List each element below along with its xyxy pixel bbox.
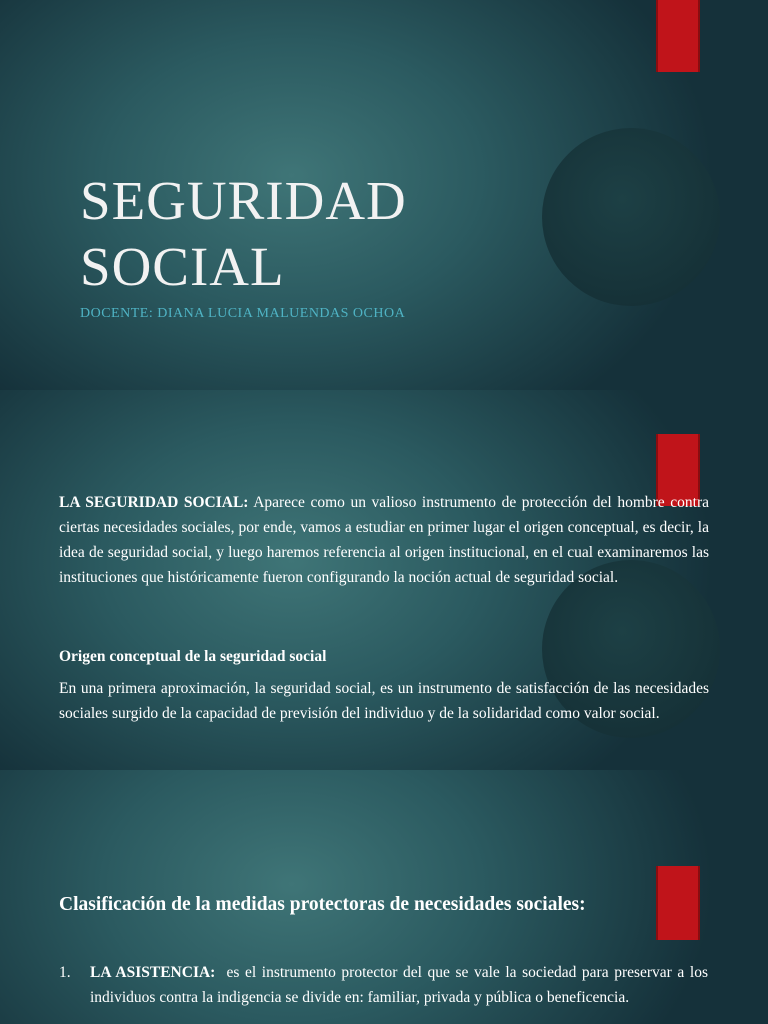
decorative-circle <box>542 128 720 306</box>
red-accent-bar <box>656 0 700 72</box>
slide-title <box>0 0 768 390</box>
conceptual-origin-paragraph: En una primera aproximación, la seguridad social, es un instrumento de satisfacción de las necesidades sociales surgido de la capacidad de previsión del individuo y de la solidaridad como valor social. <box>59 680 709 722</box>
definition-lead: LA SEGURIDAD SOCIAL: <box>59 494 249 511</box>
conceptual-origin-heading: Origen conceptual de la seguridad social <box>59 648 327 665</box>
list-text <box>90 960 712 1010</box>
slide-classification <box>0 770 768 1024</box>
title-line-2: SOCIAL <box>80 236 285 297</box>
definition-body: Aparece como un valioso instrumento de protección del hombre contra ciertas necesidades sociales, por ende, vamos a estudiar en primer lugar el origen conceptual, es decir, la idea de seguridad social, y luego haremos referencia al origen institucional, en el cual examinaremos las instituciones que históricamente fueron configurando la noción actual de seguridad social. <box>59 494 709 586</box>
title-line-1: SEGURIDAD <box>80 170 407 231</box>
definition-paragraph <box>59 490 709 590</box>
slide-title-heading <box>80 168 407 300</box>
classification-heading: Clasificación de la medidas protectoras de necesidades sociales: <box>59 894 586 915</box>
list-item-lead: LA ASISTENCIA: <box>90 964 216 981</box>
teacher-subtitle: DOCENTE: DIANA LUCIA MALUENDAS OCHOA <box>80 306 406 321</box>
list-item-body: es el instrumento protector del que se vale la sociedad para preservar a los individuos contra la indigencia se divide en: familiar, privada y pública o beneficencia. <box>90 964 712 1006</box>
list-number: 1. <box>59 964 71 981</box>
slide-definition <box>0 390 768 770</box>
